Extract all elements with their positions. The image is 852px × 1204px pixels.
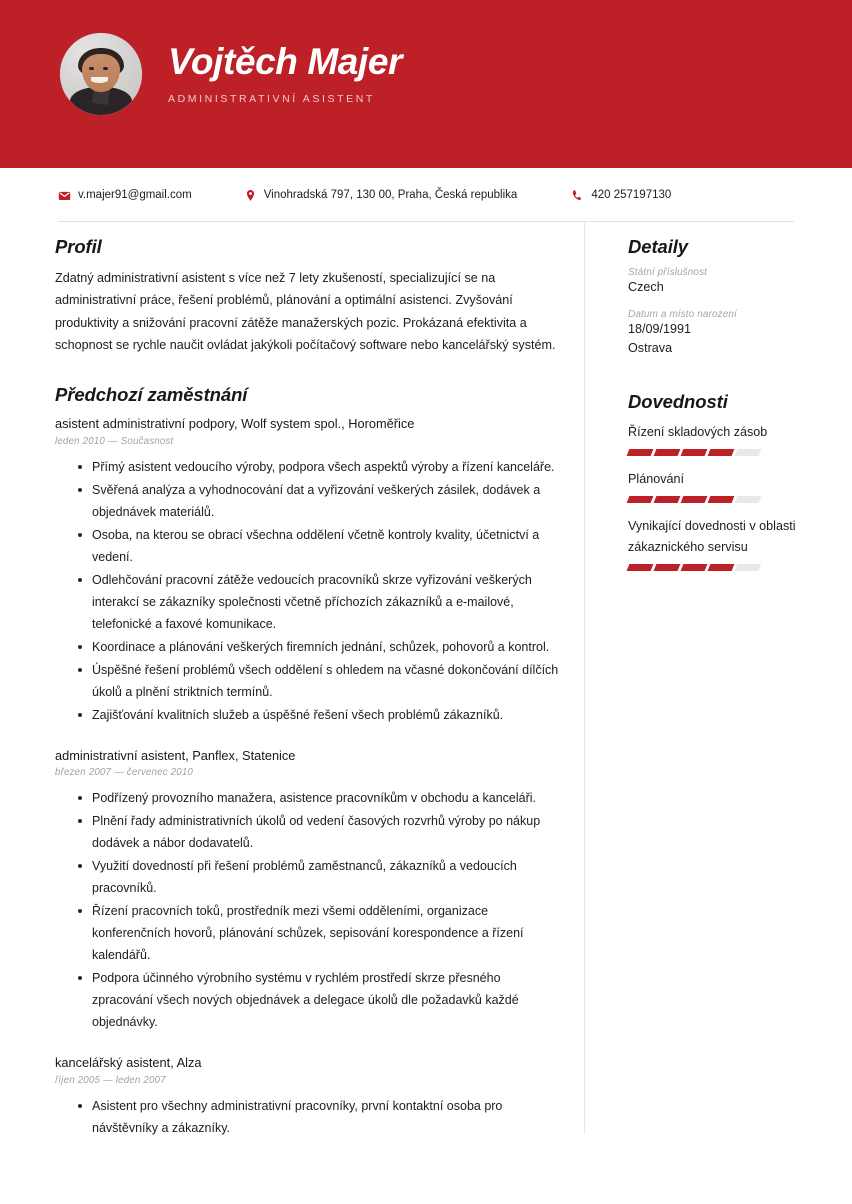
- skill-level-segment: [627, 496, 654, 503]
- skill-name: Plánování: [628, 471, 685, 486]
- map-pin-icon: [244, 189, 257, 202]
- experience-duty-item: Řízení pracovních toků, prostředník mezi všemi odděleními, organizace konferenčních hovorů, plánování schůzek, sepisování korespondence a řízení kalendářů.: [92, 900, 559, 966]
- experience-duty-list: [55, 456, 559, 726]
- contact-bar: [0, 168, 852, 222]
- spacer: [55, 727, 559, 747]
- avatar: [60, 33, 142, 115]
- experience-duty-item: Koordinace a plánování veškerých firemních jednání, schůzek, pohovorů a kontrol.: [92, 636, 559, 658]
- contact-email[interactable]: [58, 189, 192, 202]
- birth-date-value: 18/09/1991: [628, 321, 692, 336]
- column-divider: [584, 222, 585, 1134]
- experience-job-title: kancelářský asistent, Alza: [55, 1055, 202, 1071]
- skills-heading: Dovednosti: [628, 390, 728, 412]
- skill-level-segment: [654, 449, 681, 456]
- experience-duty-item: Odlehčování pracovní zátěže vedoucích pracovníků skrze vyřizování veškerých interakcí se zákazníky společnosti včetně příchozích zákazníků a e-mailové, telefonické a faxové komunikace.: [92, 569, 559, 635]
- skill-level-bar: [628, 564, 796, 571]
- experience-list: [55, 415, 559, 1139]
- skill-level-segment: [735, 564, 762, 571]
- skill-level-segment: [708, 496, 735, 503]
- candidate-job-title: ADMINISTRATIVNÍ ASISTENT: [168, 92, 375, 105]
- sidebar-column: [628, 236, 796, 584]
- experience-duty-item: Podřízený provozního manažera, asistence pracovníkům v obchodu a kanceláři.: [92, 787, 559, 809]
- nationality-value: Czech: [628, 280, 664, 294]
- skill-level-segment: [681, 449, 708, 456]
- candidate-name: Vojtěch Majer: [168, 41, 402, 83]
- skill-level-segment: [654, 496, 681, 503]
- header-content: [60, 33, 402, 115]
- contact-address-text: Vinohradská 797, 130 00, Praha, Česká republika: [263, 189, 518, 201]
- experience-job-title: administrativní asistent, Panflex, Statenice: [55, 747, 296, 763]
- birth-label: Datum a místo narození: [628, 308, 737, 320]
- skill-level-segment: [708, 449, 735, 456]
- experience-item: [55, 415, 559, 726]
- envelope-icon: [58, 189, 71, 202]
- experience-duty-item: Asistent pro všechny administrativní pracovníky, první kontaktní osoba pro návštěvníky a zákazníky.: [92, 1095, 559, 1139]
- experience-job-title: asistent administrativní podpory, Wolf system spol., Horoměřice: [55, 416, 415, 432]
- skill-level-segment: [654, 564, 681, 571]
- spacer: [55, 1034, 559, 1054]
- skill-level-segment: [681, 496, 708, 503]
- experience-duty-item: Svěřená analýza a vyhodnocování dat a vyřizování veškerých zásilek, dodávek a objednávek materiálů.: [92, 479, 559, 523]
- experience-job-dates: leden 2010 — Současnost: [55, 435, 174, 447]
- skill-level-segment: [735, 496, 762, 503]
- skill-level-segment: [681, 564, 708, 571]
- profile-heading: Profil: [55, 236, 102, 257]
- phone-icon: [571, 189, 584, 202]
- experience-item: [55, 1054, 559, 1139]
- skill-name: Vynikající dovednosti v oblasti zákaznického servisu: [628, 519, 796, 554]
- name-block: [168, 43, 402, 105]
- experience-duty-item: Úspěšné řešení problémů všech oddělení s ohledem na včasné dokončování dílčích úkolů a plnění striktních termínů.: [92, 659, 559, 703]
- skill-item: [628, 516, 796, 571]
- details-heading: Detaily: [628, 236, 688, 257]
- contact-phone-text: 420 257197130: [591, 189, 672, 201]
- header-divider: [58, 221, 794, 222]
- experience-duty-list: [55, 787, 559, 1033]
- birth-place-value: Ostrava: [628, 341, 673, 356]
- experience-duty-item: Využití dovedností při řešení problémů zaměstnanců, zákazníků a vedoucích pracovníků.: [92, 855, 559, 899]
- experience-duty-item: Osoba, na kterou se obrací všechna oddělení včetně kontroly kvality, účetnictví a vedení.: [92, 524, 559, 568]
- experience-job-dates: březen 2007 — červenec 2010: [55, 767, 194, 779]
- avatar-smile: [91, 77, 107, 83]
- skill-level-segment: [627, 564, 654, 571]
- contact-phone[interactable]: [571, 189, 671, 202]
- experience-duty-item: Přímý asistent vedoucího výroby, podpora všech aspektů výroby a řízení kanceláře.: [92, 456, 559, 478]
- skill-item: [628, 469, 796, 503]
- experience-heading: Předchozí zaměstnání: [55, 384, 248, 406]
- skill-item: [628, 422, 796, 456]
- header-banner: [0, 0, 852, 168]
- skill-name: Řízení skladových zásob: [628, 424, 768, 439]
- skill-level-segment: [735, 449, 762, 456]
- experience-job-dates: říjen 2005 — leden 2007: [55, 1074, 166, 1086]
- nationality-label: Státní příslušnost: [628, 267, 708, 278]
- spacer: [628, 359, 796, 391]
- experience-duty-item: Plnění řady administrativních úkolů od vedení časových rozvrhů výroby po nákup dodávek a nábor dodavatelů.: [92, 810, 559, 854]
- experience-item: [55, 747, 559, 1034]
- experience-duty-item: Podpora účinného výrobního systému v rychlém prostředí skrze přesného zpracování všech nových objednávek a delegace úkolů dle požadavků každé objednávky.: [92, 967, 559, 1033]
- spacer: [55, 356, 559, 384]
- skill-level-segment: [708, 564, 735, 571]
- main-column: [55, 236, 559, 1140]
- skill-level-segment: [627, 449, 654, 456]
- experience-duty-list: [55, 1095, 559, 1139]
- contact-address: [244, 189, 518, 202]
- skills-list: [628, 422, 796, 572]
- experience-duty-item: Zajišťování kvalitních služeb a úspěšné řešení všech problémů zákazníků.: [92, 704, 559, 726]
- skill-level-bar: [628, 449, 796, 456]
- skill-level-bar: [628, 496, 796, 503]
- contact-email-text: v.majer91@gmail.com: [78, 189, 192, 201]
- profile-text: Zdatný administrativní asistent s více než 7 lety zkušeností, specializující se na administrativní práce, řešení problémů, plánování a optimální asistenci. Zvyšování produktivity a snižování pracovní zátěže manažerských pozic. Prokázaná efektivita a schopnost se rychle naučit ovládat jakýkoli počítačový software nebo kancelářský systém.: [55, 271, 556, 352]
